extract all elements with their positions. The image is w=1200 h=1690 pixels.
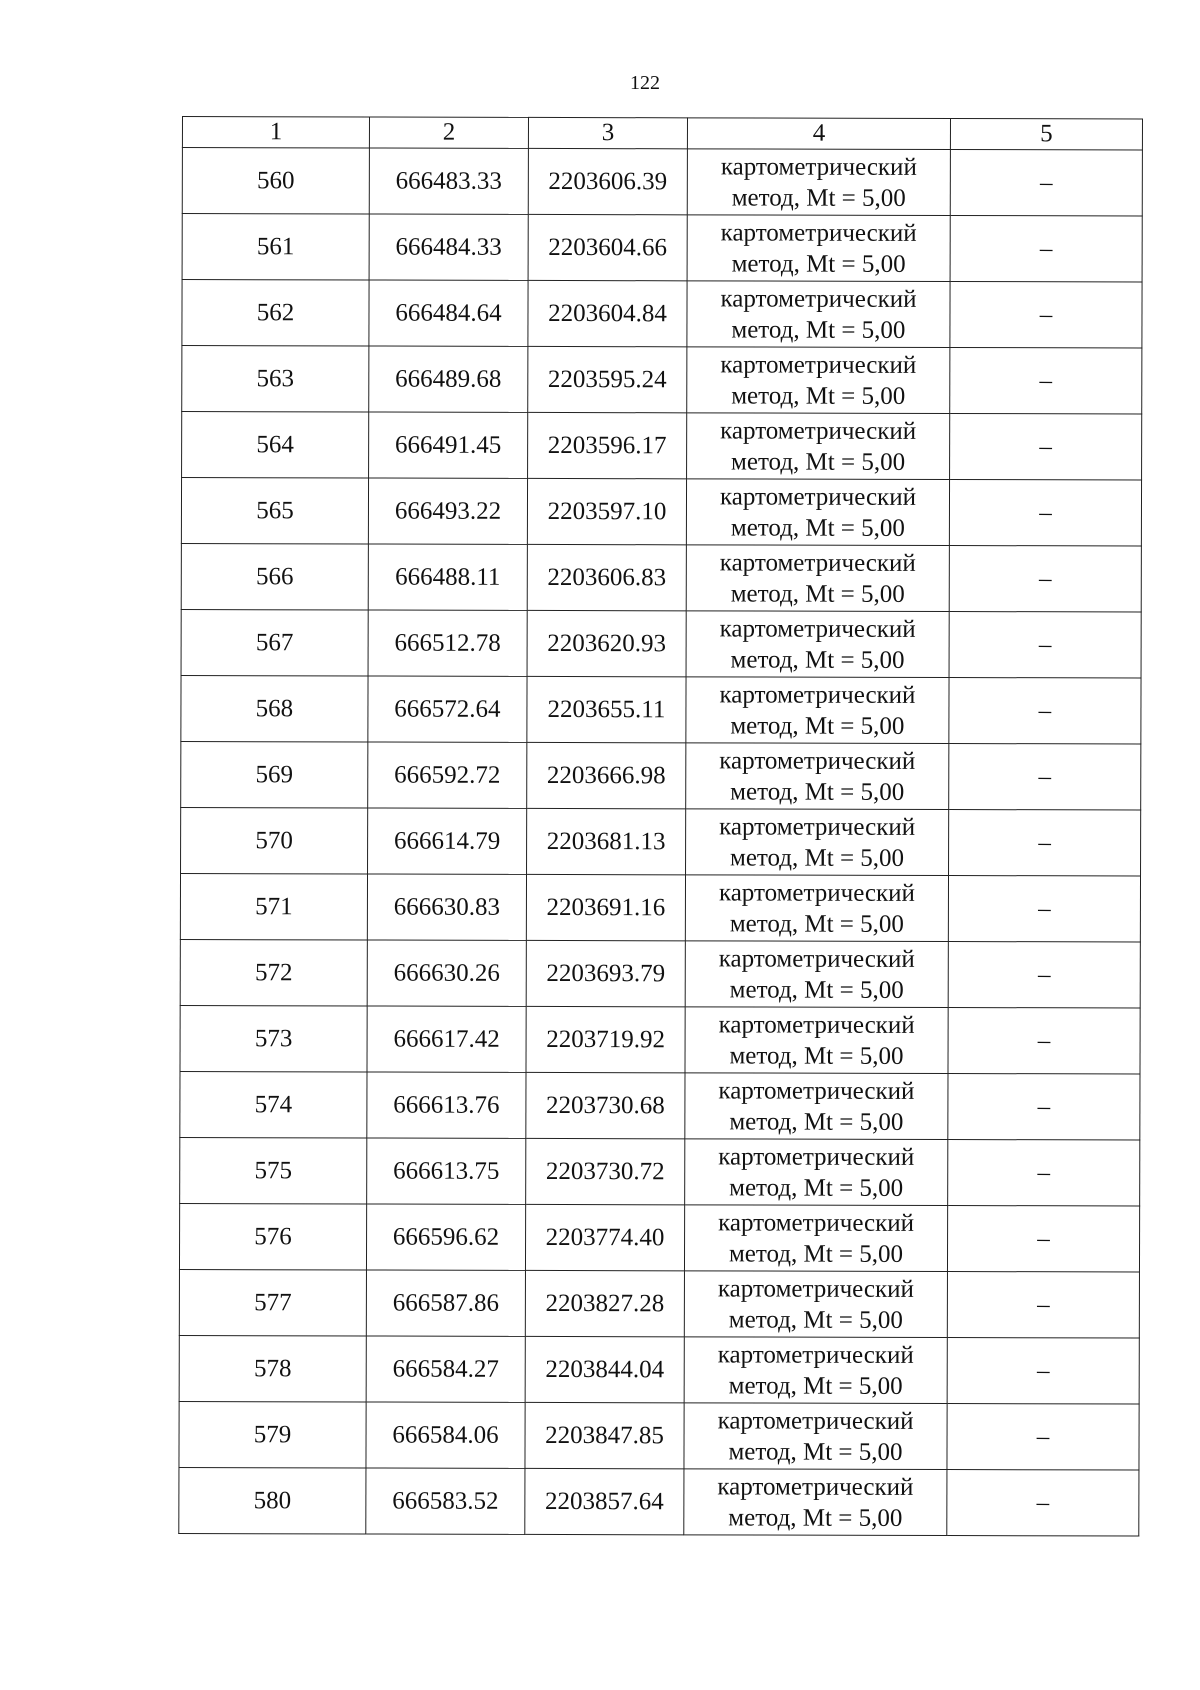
point-number-cell: 567 — [181, 609, 368, 675]
method-line-2: метод, Mt = 5,00 — [729, 909, 904, 938]
x-coordinate-cell: 666572.64 — [368, 676, 527, 742]
method-line-1: картометрический — [718, 1142, 915, 1171]
note-cell: – — [949, 744, 1141, 811]
y-coordinate-cell: 2203606.39 — [528, 148, 687, 214]
y-coordinate-cell: 2203857.64 — [525, 1468, 684, 1534]
y-coordinate-cell: 2203604.84 — [528, 280, 687, 346]
table-row — [181, 741, 1141, 810]
method-cell — [684, 1469, 947, 1536]
table-row — [182, 412, 1142, 481]
method-cell — [686, 677, 949, 744]
x-coordinate-cell: 666630.83 — [367, 874, 526, 940]
method-line-2: метод, Mt = 5,00 — [730, 513, 905, 542]
method-cell — [685, 1139, 948, 1206]
method-line-2: метод, Mt = 5,00 — [731, 249, 906, 278]
table-row — [181, 609, 1141, 678]
point-number-cell: 576 — [179, 1203, 366, 1269]
y-coordinate-cell: 2203597.10 — [527, 478, 686, 544]
method-line-1: картометрический — [720, 350, 917, 379]
point-number-cell: 578 — [179, 1335, 366, 1401]
method-line-1: картометрический — [717, 1406, 914, 1435]
table-row — [180, 1005, 1140, 1074]
y-coordinate-cell: 2203604.66 — [528, 214, 687, 280]
x-coordinate-cell: 666613.76 — [367, 1072, 526, 1138]
x-coordinate-cell: 666592.72 — [368, 742, 527, 808]
method-line-1: картометрический — [720, 416, 917, 445]
note-cell: – — [949, 612, 1141, 679]
method-cell — [686, 611, 949, 678]
method-cell — [687, 281, 950, 348]
x-coordinate-cell: 666587.86 — [366, 1270, 525, 1336]
table-row — [179, 1467, 1139, 1536]
y-coordinate-cell: 2203691.16 — [526, 874, 685, 940]
method-cell — [685, 1007, 948, 1074]
note-cell: – — [948, 1008, 1140, 1075]
y-coordinate-cell: 2203719.92 — [526, 1006, 685, 1072]
note-cell: – — [950, 150, 1142, 217]
x-coordinate-cell: 666484.33 — [369, 214, 528, 280]
x-coordinate-cell: 666512.78 — [368, 610, 527, 676]
point-number-cell: 572 — [180, 939, 367, 1005]
note-cell: – — [947, 1272, 1139, 1339]
note-cell: – — [949, 546, 1141, 613]
y-coordinate-cell: 2203844.04 — [525, 1336, 684, 1402]
table-row — [181, 478, 1141, 547]
note-cell: – — [950, 348, 1142, 415]
y-coordinate-cell: 2203730.72 — [526, 1138, 685, 1204]
table-row — [180, 1137, 1140, 1206]
method-line-2: метод, Mt = 5,00 — [731, 315, 906, 344]
note-cell: – — [948, 942, 1140, 1009]
method-line-1: картометрический — [717, 1472, 914, 1501]
method-line-1: картометрический — [719, 746, 916, 775]
note-cell: – — [947, 1338, 1139, 1405]
note-cell: – — [947, 1206, 1139, 1273]
method-cell — [686, 743, 949, 810]
note-cell: – — [949, 678, 1141, 745]
note-cell: – — [948, 876, 1140, 943]
method-cell — [685, 1073, 948, 1140]
point-number-cell: 562 — [182, 280, 369, 346]
method-cell — [684, 1337, 947, 1404]
method-line-1: картометрический — [717, 1340, 914, 1369]
method-cell — [685, 941, 948, 1008]
page-number: 122 — [630, 72, 660, 94]
y-coordinate-cell: 2203730.68 — [526, 1072, 685, 1138]
table-row — [181, 543, 1141, 612]
method-line-2: метод, Mt = 5,00 — [731, 183, 906, 212]
x-coordinate-cell: 666489.68 — [369, 346, 528, 412]
method-line-2: метод, Mt = 5,00 — [730, 711, 905, 740]
note-cell: – — [949, 810, 1141, 877]
y-coordinate-cell: 2203666.98 — [527, 742, 686, 808]
method-line-2: метод, Mt = 5,00 — [731, 381, 906, 410]
point-number-cell: 577 — [179, 1269, 366, 1335]
method-cell — [684, 1205, 947, 1272]
method-cell — [686, 809, 949, 876]
header-col-3: 3 — [528, 117, 687, 148]
table-row — [179, 1203, 1139, 1272]
table-row — [181, 807, 1141, 876]
x-coordinate-cell: 666613.75 — [367, 1138, 526, 1204]
note-cell: – — [947, 1470, 1139, 1537]
x-coordinate-cell: 666614.79 — [368, 808, 527, 874]
point-number-cell: 571 — [180, 873, 367, 939]
method-line-2: метод, Mt = 5,00 — [730, 645, 905, 674]
y-coordinate-cell: 2203847.85 — [525, 1402, 684, 1468]
point-number-cell: 560 — [182, 148, 369, 214]
note-cell: – — [947, 1404, 1139, 1471]
method-line-1: картометрический — [720, 284, 917, 313]
point-number-cell: 566 — [181, 543, 368, 609]
point-number-cell: 565 — [181, 478, 368, 544]
method-line-1: картометрический — [719, 614, 916, 643]
method-line-1: картометрический — [718, 878, 915, 907]
note-cell: – — [950, 282, 1142, 349]
y-coordinate-cell: 2203606.83 — [527, 544, 686, 610]
method-line-2: метод, Mt = 5,00 — [728, 1437, 903, 1466]
method-line-2: метод, Mt = 5,00 — [728, 1239, 904, 1268]
method-line-2: метод, Mt = 5,00 — [729, 1041, 904, 1070]
point-number-cell: 573 — [180, 1005, 367, 1071]
y-coordinate-cell: 2203620.93 — [527, 610, 686, 676]
table-row — [180, 939, 1140, 1008]
table-row — [182, 214, 1142, 283]
point-number-cell: 563 — [182, 346, 369, 412]
y-coordinate-cell: 2203693.79 — [526, 940, 685, 1006]
header-col-5: 5 — [950, 119, 1142, 151]
method-cell — [684, 1403, 947, 1470]
table-row — [179, 1269, 1139, 1338]
method-line-1: картометрический — [718, 1208, 915, 1237]
x-coordinate-cell: 666488.11 — [368, 544, 527, 610]
method-cell — [685, 875, 948, 942]
point-number-cell: 575 — [180, 1137, 367, 1203]
header-col-4: 4 — [687, 118, 950, 150]
method-line-2: метод, Mt = 5,00 — [728, 1371, 903, 1400]
method-line-2: метод, Mt = 5,00 — [728, 1503, 903, 1532]
point-number-cell: 569 — [181, 741, 368, 807]
header-row — [182, 117, 1142, 151]
x-coordinate-cell: 666483.33 — [369, 148, 528, 214]
method-line-2: метод, Mt = 5,00 — [728, 1305, 903, 1334]
method-cell — [687, 413, 950, 480]
note-cell: – — [948, 1074, 1140, 1141]
point-number-cell: 568 — [181, 675, 368, 741]
x-coordinate-cell: 666491.45 — [369, 412, 528, 478]
method-cell — [687, 215, 950, 282]
method-line-2: метод, Mt = 5,00 — [729, 1107, 904, 1136]
method-line-1: картометрический — [720, 218, 917, 247]
x-coordinate-cell: 666493.22 — [368, 478, 527, 544]
method-line-2: метод, Mt = 5,00 — [730, 777, 905, 806]
y-coordinate-cell: 2203595.24 — [528, 346, 687, 412]
method-cell — [686, 545, 949, 612]
y-coordinate-cell: 2203681.13 — [527, 808, 686, 874]
x-coordinate-cell: 666596.62 — [366, 1204, 525, 1270]
note-cell: – — [948, 1140, 1140, 1207]
method-line-1: картометрический — [719, 680, 916, 709]
method-line-1: картометрический — [718, 1076, 915, 1105]
method-line-2: метод, Mt = 5,00 — [729, 1173, 904, 1202]
x-coordinate-cell: 666583.52 — [366, 1468, 525, 1534]
table-row — [180, 873, 1140, 942]
method-line-2: метод, Mt = 5,00 — [729, 843, 905, 872]
point-number-cell: 570 — [181, 807, 368, 873]
point-number-cell: 564 — [182, 412, 369, 478]
table-row — [179, 1401, 1139, 1470]
table-body — [179, 148, 1143, 1537]
x-coordinate-cell: 666584.06 — [366, 1402, 525, 1468]
method-cell — [686, 479, 949, 546]
method-cell — [687, 347, 950, 414]
method-line-1: картометрический — [719, 482, 917, 511]
table-row — [182, 148, 1142, 217]
method-line-2: метод, Mt = 5,00 — [730, 579, 905, 608]
method-line-1: картометрический — [719, 548, 916, 577]
table-row — [180, 1071, 1140, 1140]
x-coordinate-cell: 666630.26 — [367, 940, 526, 1006]
table-row — [182, 280, 1142, 349]
method-line-1: картометрический — [719, 812, 916, 841]
note-cell: – — [950, 414, 1142, 481]
table-row — [182, 346, 1142, 415]
coordinates-table — [178, 116, 1143, 1537]
x-coordinate-cell: 666484.64 — [369, 280, 528, 346]
y-coordinate-cell: 2203774.40 — [525, 1204, 684, 1270]
table-row — [179, 1335, 1139, 1404]
note-cell: – — [950, 216, 1142, 283]
x-coordinate-cell: 666584.27 — [366, 1336, 525, 1402]
method-cell — [687, 149, 950, 216]
y-coordinate-cell: 2203596.17 — [528, 412, 687, 478]
point-number-cell: 579 — [179, 1401, 366, 1467]
point-number-cell: 574 — [180, 1071, 367, 1137]
x-coordinate-cell: 666617.42 — [367, 1006, 526, 1072]
method-cell — [684, 1271, 947, 1338]
method-line-1: картометрический — [717, 1274, 914, 1303]
method-line-2: метод, Mt = 5,00 — [729, 975, 904, 1004]
y-coordinate-cell: 2203827.28 — [525, 1270, 684, 1336]
method-line-2: метод, Mt = 5,00 — [731, 447, 906, 476]
point-number-cell: 580 — [179, 1467, 366, 1533]
method-line-1: картометрический — [718, 1010, 915, 1039]
header-col-1: 1 — [182, 117, 369, 148]
y-coordinate-cell: 2203655.11 — [527, 676, 686, 742]
note-cell: – — [949, 480, 1141, 547]
method-line-1: картометрический — [720, 152, 917, 181]
method-line-1: картометрический — [718, 944, 915, 973]
point-number-cell: 561 — [182, 214, 369, 280]
table-row — [181, 675, 1141, 744]
table-header — [182, 117, 1142, 151]
header-col-2: 2 — [369, 117, 528, 148]
